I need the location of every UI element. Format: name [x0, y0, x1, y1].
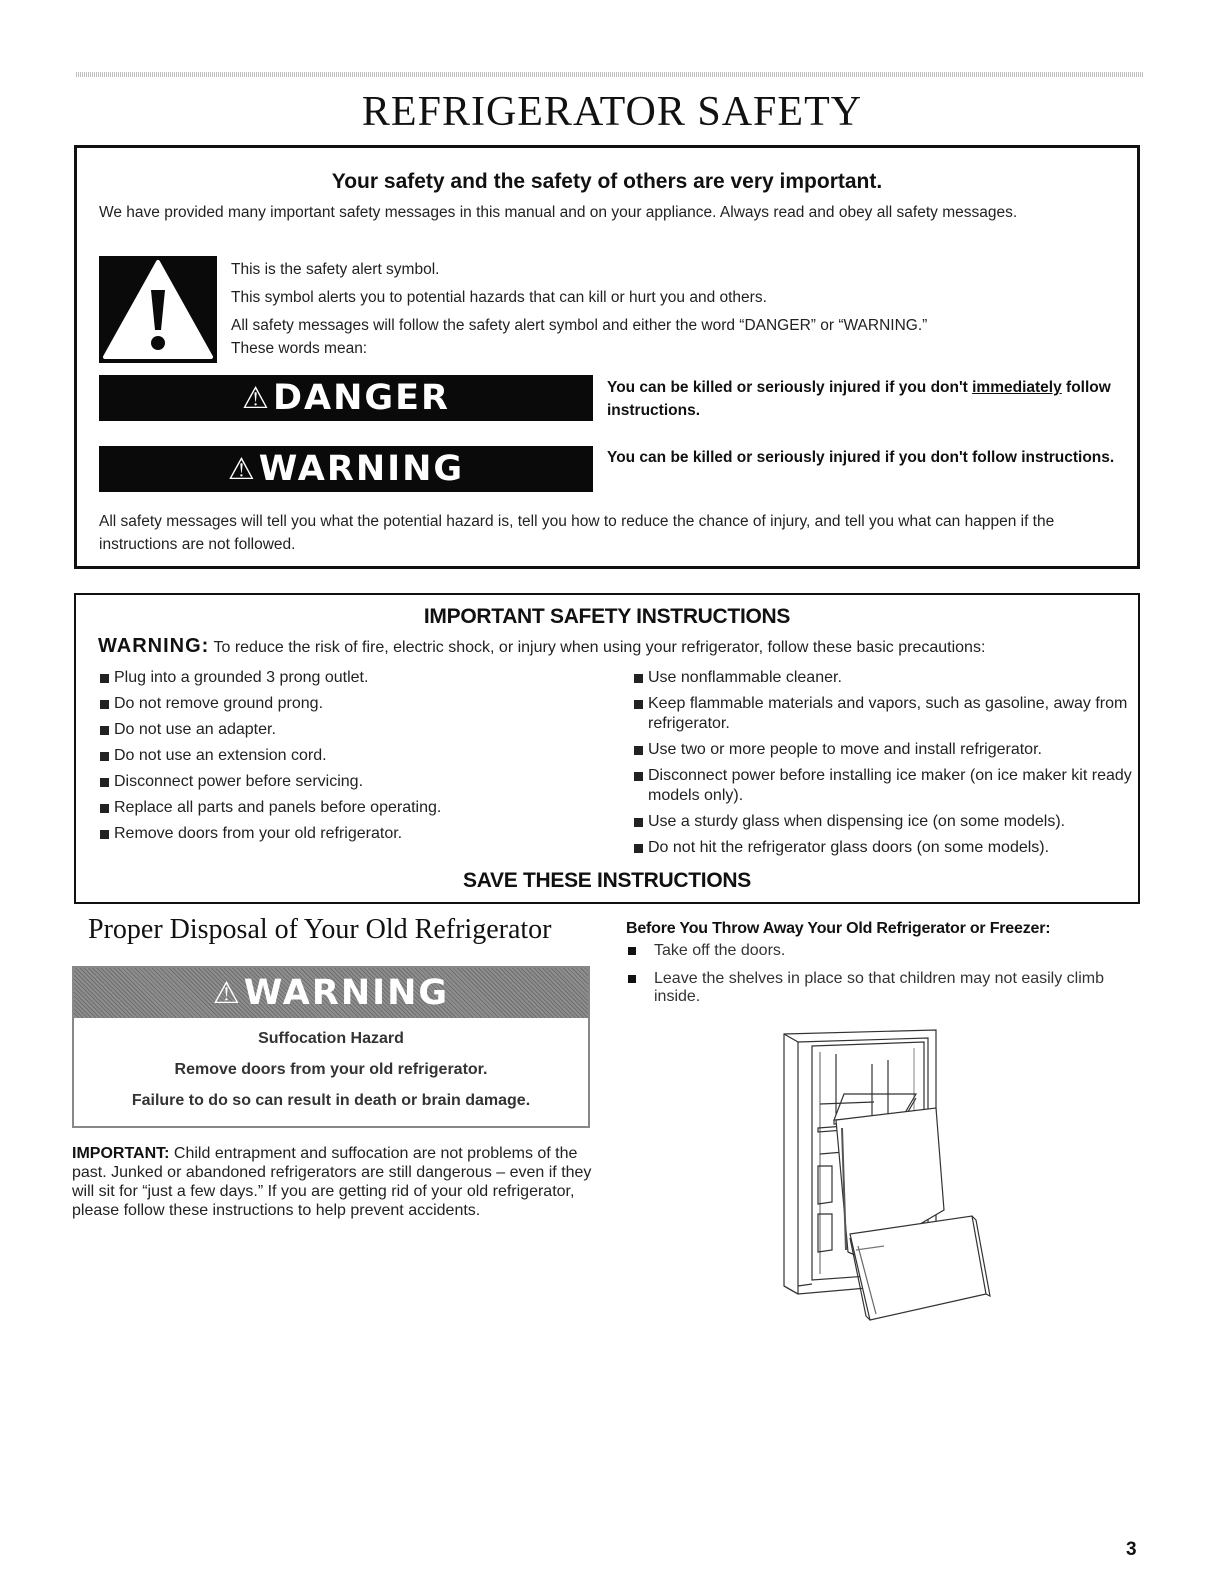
list-item: Replace all parts and panels before operating.	[98, 798, 598, 818]
list-item: Do not use an adapter.	[98, 720, 598, 740]
suffocation-warning-label: WARNING	[243, 973, 450, 1013]
list-item: Take off the doors.	[626, 942, 1126, 960]
list-item: Use nonflammable cleaner.	[632, 668, 1132, 688]
safety-box-heading: Your safety and the safety of others are very important.	[331, 170, 883, 193]
important-safety-instructions-box	[74, 593, 1140, 904]
instructions-heading: IMPORTANT SAFETY INSTRUCTIONS	[423, 605, 791, 628]
suffocation-warning-box	[72, 966, 590, 1128]
danger-definition: You can be killed or seriously injured if you don't immediately follow instructions.	[607, 379, 1111, 419]
list-item: Leave the shelves in place so that children may not easily climb inside.	[626, 970, 1126, 1006]
page-number: 3	[1126, 1539, 1137, 1560]
alert-symbol-line-2: This symbol alerts you to potential hazards that can kill or hurt you and others.	[231, 289, 767, 306]
suffocation-hazard-title: Suffocation Hazard	[258, 1030, 404, 1047]
suffocation-instruction: Remove doors from your old refrigerator.	[174, 1061, 488, 1078]
list-item: Use two or more people to move and install refrigerator.	[632, 740, 1132, 760]
danger-signal-banner	[99, 375, 593, 421]
list-item: Keep flammable materials and vapors, such as gasoline, away from refrigerator.	[632, 694, 1132, 734]
warning-signal-banner	[99, 446, 593, 492]
disposal-heading: Proper Disposal of Your Old Refrigerator	[88, 914, 552, 945]
save-instructions-footer: SAVE THESE INSTRUCTIONS	[463, 869, 751, 892]
before-throw-away-list	[626, 942, 1126, 1016]
suffocation-consequence: Failure to do so can result in death or brain damage.	[131, 1092, 531, 1109]
list-item: Disconnect power before servicing.	[98, 772, 598, 792]
safety-box-intro: We have provided many important safety messages in this manual and on your appliance. Always read and obey all safety messages.	[99, 204, 1018, 221]
instructions-right-list	[632, 668, 1132, 858]
top-decorative-rule	[76, 72, 1144, 77]
suffocation-warning-banner	[74, 968, 588, 1018]
list-item: Do not remove ground prong.	[98, 694, 598, 714]
refrigerator-doors-removed-illustration	[776, 1024, 996, 1324]
instructions-left-list	[98, 668, 598, 844]
list-item: Plug into a grounded 3 prong outlet.	[98, 668, 598, 688]
list-item: Use a sturdy glass when dispensing ice (on some models).	[632, 812, 1132, 832]
warning-label: WARNING	[258, 449, 465, 489]
alert-symbol-line-3: All safety messages will follow the safety alert symbol and either the word “DANGER” or “WARNING.”	[231, 317, 928, 334]
safety-box-footer: All safety messages will tell you what the potential hazard is, tell you how to reduce the chance of injury, and tell you what can happen if the instructions are not followed.	[99, 513, 1055, 553]
before-throw-away-heading: Before You Throw Away Your Old Refrigerator or Freezer:	[626, 920, 1051, 937]
list-item: Do not use an extension cord.	[98, 746, 598, 766]
list-item: Remove doors from your old refrigerator.	[98, 824, 598, 844]
important-paragraph: IMPORTANT: Child entrapment and suffocation are not problems of the past. Junked or abandoned refrigerators are still dangerous – even if they will sit for “just a few days.” If you are getting rid of your old refrigerator, please follow these instructions to help prevent accidents.	[72, 1145, 592, 1219]
danger-label: DANGER	[272, 378, 450, 418]
instructions-warning-line: WARNING: To reduce the risk of fire, electric shock, or injury when using your refrigerator, follow these basic precautions:	[98, 635, 986, 657]
alert-triangle-icon: ⚠	[212, 975, 242, 1011]
page-title: REFRIGERATOR SAFETY	[361, 89, 863, 135]
warning-definition: You can be killed or seriously injured if you don't follow instructions.	[607, 449, 1115, 466]
alert-triangle-icon: ⚠	[227, 451, 257, 487]
list-item: Do not hit the refrigerator glass doors (on some models).	[632, 838, 1132, 858]
safety-alert-symbol-icon	[99, 256, 217, 363]
safety-message-box	[74, 145, 1140, 569]
alert-triangle-icon: ⚠	[242, 380, 271, 416]
alert-symbol-line-1: This is the safety alert symbol.	[231, 261, 440, 278]
alert-symbol-line-4: These words mean:	[231, 340, 368, 357]
list-item: Disconnect power before installing ice maker (on ice maker kit ready models only).	[632, 766, 1132, 806]
